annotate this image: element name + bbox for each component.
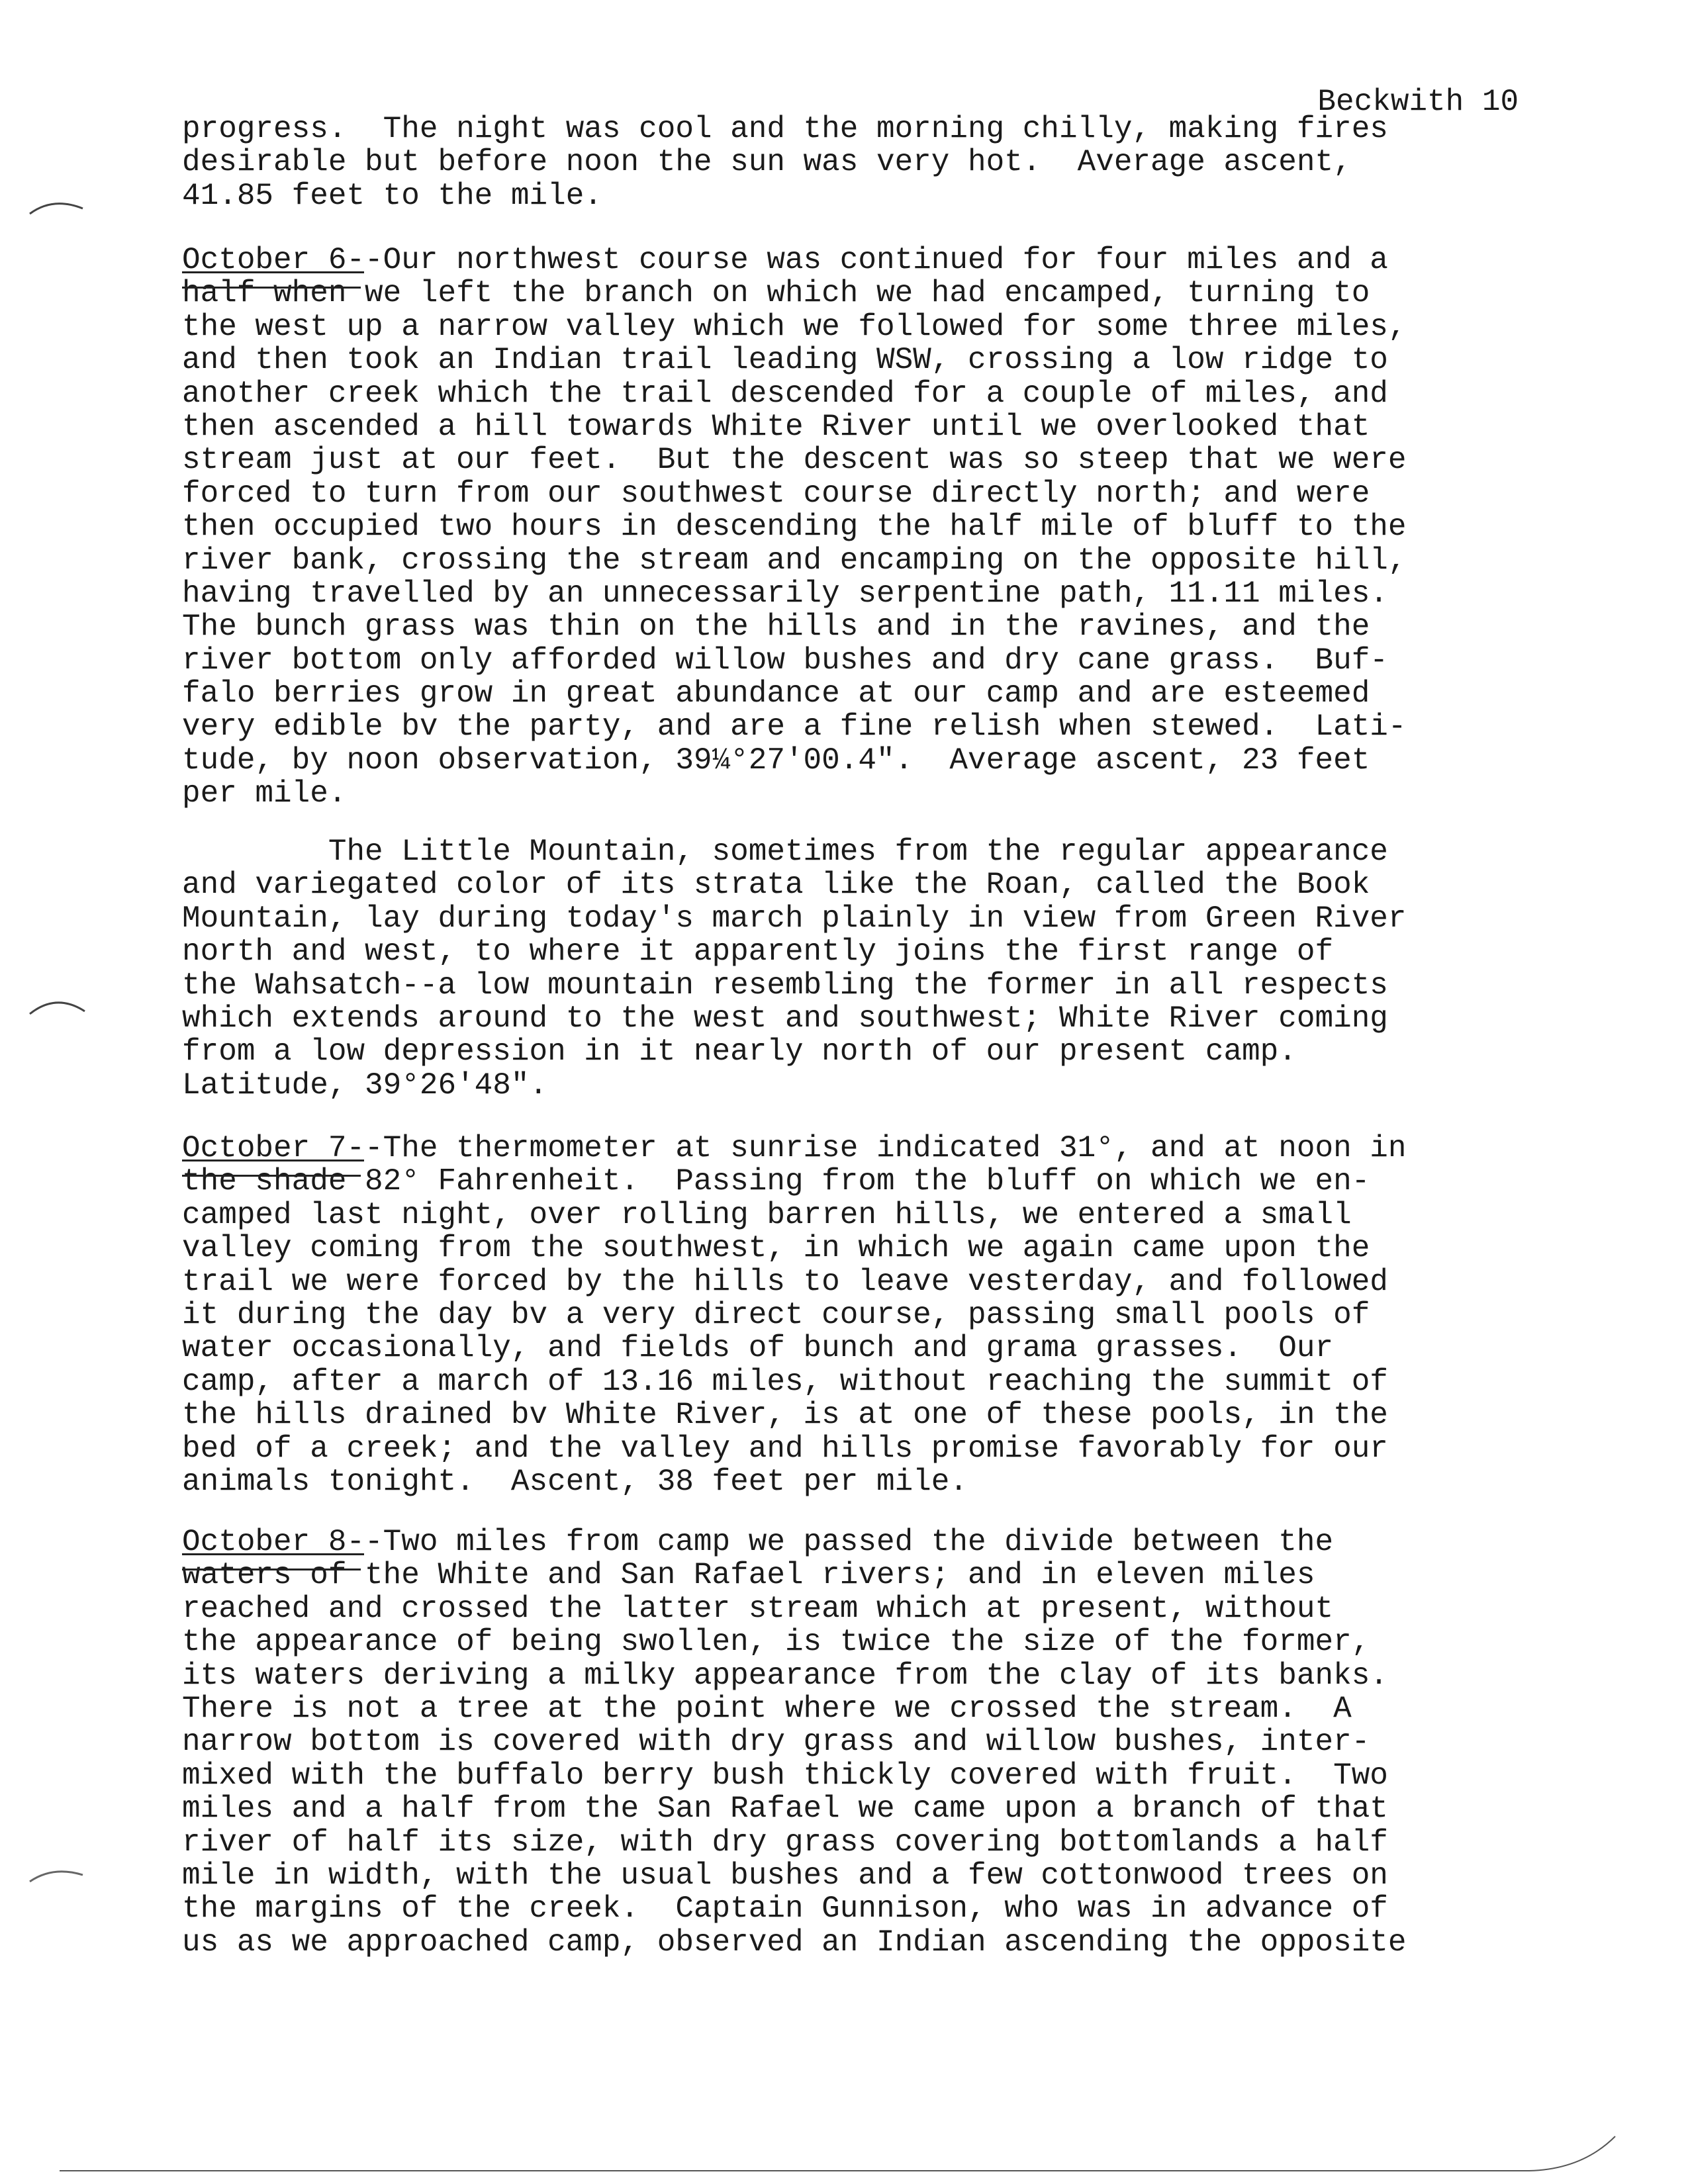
date-underline	[182, 1569, 361, 1570]
text-line: river bank, crossing the stream and encamping on the opposite hill,	[182, 543, 1407, 578]
text-line: Mountain, lay during today's march plainly in view from Green River	[182, 901, 1407, 936]
text-line: river bottom only afforded willow bushes and dry cane grass. Buf-	[182, 643, 1388, 678]
date-underline	[182, 271, 364, 273]
text-line: valley coming from the southwest, in which we again came upon the	[182, 1231, 1370, 1266]
text-line: and variegated color of its strata like the Roan, called the Book	[182, 868, 1370, 903]
text-line: the Wahsatch--a low mountain resembling the former in all respects	[182, 968, 1388, 1003]
margin-mark	[26, 993, 86, 1019]
date-underline	[182, 1160, 364, 1161]
text-line: from a low depression in it nearly north of our present camp.	[182, 1034, 1297, 1069]
text-line: which extends around to the west and southwest; White River coming	[182, 1001, 1388, 1036]
text-line: miles and a half from the San Rafael we came upon a branch of that	[182, 1792, 1388, 1827]
text-line: Latitude, 39°26'48".	[182, 1068, 548, 1103]
text-line: another creek which the trail descended for a couple of miles, and	[182, 376, 1388, 411]
page-edge-line	[60, 2132, 1622, 2179]
text-line: October 6--Our northwest course was continued for four miles and a	[182, 243, 1388, 277]
text-line: There is not a tree at the point where we crossed the stream. A	[182, 1691, 1352, 1726]
text-line: then ascended a hill towards White River until we overlooked that	[182, 409, 1370, 444]
text-line: stream just at our feet. But the descent was so steep that we were	[182, 443, 1407, 478]
date-underline	[182, 1553, 364, 1555]
text-line: mile in width, with the usual bushes and a few cottonwood trees on	[182, 1858, 1388, 1893]
text-line: bed of a creek; and the valley and hills promise favorably for our	[182, 1431, 1388, 1466]
text-line: it during the day bv a very direct course, passing small pools of	[182, 1297, 1370, 1332]
text-line: the hills drained bv White River, is at one of these pools, in the	[182, 1398, 1388, 1433]
text-line: camp, after a march of 13.16 miles, without reaching the summit of	[182, 1364, 1388, 1399]
text-line: very edible bv the party, and are a fine relish when stewed. Lati-	[182, 709, 1407, 745]
text-line: then occupied two hours in descending the half mile of bluff to the	[182, 510, 1407, 545]
text-line: mixed with the buffalo berry bush thickly covered with fruit. Two	[182, 1758, 1388, 1793]
text-line: river of half its size, with dry grass covering bottomlands a half	[182, 1825, 1388, 1860]
text-line: waters of the White and San Rafael rivers; and in eleven miles	[182, 1558, 1315, 1593]
text-line: The Little Mountain, sometimes from the regular appearance	[182, 835, 1388, 869]
text-line: the margins of the creek. Captain Gunnison, who was in advance of	[182, 1891, 1388, 1927]
text-line: camped last night, over rolling barren hills, we entered a small	[182, 1197, 1352, 1232]
margin-mark	[26, 1863, 86, 1889]
text-line: narrow bottom is covered with dry grass and willow bushes, inter-	[182, 1725, 1370, 1760]
paragraph-little-mountain	[182, 835, 1519, 1102]
text-line: progress. The night was cool and the morning chilly, making fires	[182, 112, 1388, 146]
text-line: October 7--The thermometer at sunrise indicated 31°, and at noon in	[182, 1131, 1407, 1165]
text-line: the west up a narrow valley which we followed for some three miles,	[182, 309, 1407, 344]
text-line: us as we approached camp, observed an Indian ascending the opposite	[182, 1925, 1407, 1960]
margin-mark	[26, 195, 86, 222]
text-line: the appearance of being swollen, is twice the size of the former,	[182, 1625, 1370, 1660]
paragraph-october-7	[182, 1132, 1519, 1498]
text-line: October 8--Two miles from camp we passed the divide between the	[182, 1525, 1334, 1559]
text-line: its waters deriving a milky appearance from the clay of its banks.	[182, 1658, 1388, 1693]
text-line: north and west, to where it apparently joins the first range of	[182, 934, 1334, 970]
paragraph-october-8	[182, 1525, 1519, 1959]
text-line: desirable but before noon the sun was very hot. Average ascent,	[182, 145, 1352, 180]
text-line: forced to turn from our southwest course directly north; and were	[182, 476, 1370, 511]
paragraph-october-6	[182, 244, 1519, 811]
date-underline	[182, 287, 361, 289]
text-line: The bunch grass was thin on the hills and in the ravines, and the	[182, 610, 1370, 645]
text-line: 41.85 feet to the mile.	[182, 178, 602, 213]
paragraph-continuation	[182, 113, 1519, 212]
text-line: half when we left the branch on which we had encamped, turning to	[182, 276, 1370, 311]
text-line: and then took an Indian trail leading WSW, crossing a low ridge to	[182, 343, 1388, 378]
text-line: trail we were forced by the hills to leave vesterday, and followed	[182, 1264, 1388, 1299]
text-line: animals tonight. Ascent, 38 feet per mile.	[182, 1464, 968, 1499]
text-line: per mile.	[182, 776, 347, 811]
text-line: water occasionally, and fields of bunch and grama grasses. Our	[182, 1331, 1334, 1366]
date-underline	[182, 1175, 361, 1177]
text-line: the shade 82° Fahrenheit. Passing from the bluff on which we en-	[182, 1164, 1370, 1199]
text-line: having travelled by an unnecessarily serpentine path, 11.11 miles.	[182, 576, 1388, 611]
text-line: tude, by noon observation, 39¼°27'00.4". Average ascent, 23 feet	[182, 743, 1370, 778]
text-line: reached and crossed the latter stream which at present, without	[182, 1591, 1334, 1626]
text-line: falo berries grow in great abundance at our camp and are esteemed	[182, 676, 1370, 711]
page-number-label: Beckwith 10	[1317, 85, 1519, 119]
